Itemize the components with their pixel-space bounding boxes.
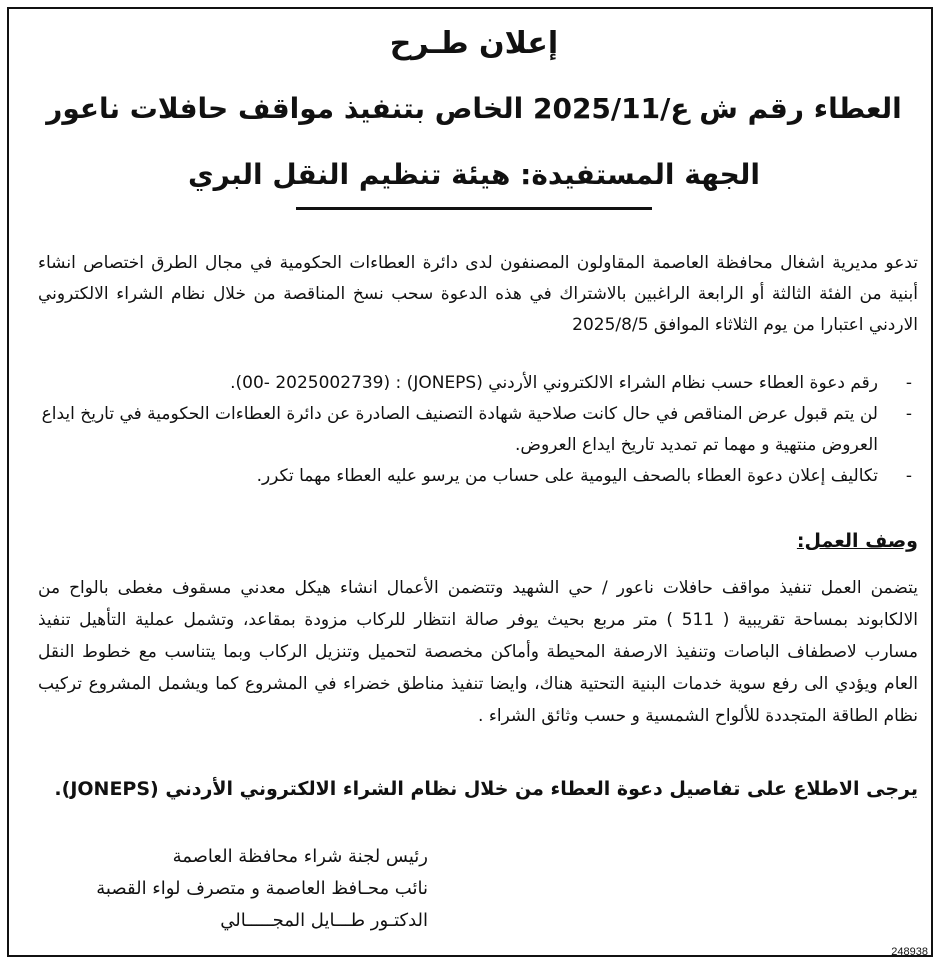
bullet-marker: - (905, 404, 912, 424)
signature-name: الدكتـور طـــايل المجـــــالي (220, 910, 428, 931)
list-item (38, 399, 918, 461)
list-item-text: رقم دعوة العطاء حسب نظام الشراء الالكتروني الأردني (JONEPS) : (00- 2025002739). (230, 373, 878, 393)
tender-subtitle: العطاء رقم ش ع/2025/11 الخاص بتنفيذ مواقف حافلات ناعور (46, 92, 902, 125)
list-item (38, 368, 918, 399)
list-item-text: لن يتم قبول عرض المناقص في حال كانت صلاحية شهادة التصنيف الصادرة عن دائرة العطاءات الحكومية في تاريخ ايداع العروض منتهية و مهما تم تمديد تاريخ ايداع العروض. (41, 404, 878, 455)
bullet-marker: - (905, 466, 912, 486)
signature-position: نائب محـافظ العاصمة و متصرف لواء القصبة (96, 878, 428, 899)
list-item-text: تكاليف إعلان دعوة العطاء بالصحف اليومية على حساب من يرسو عليه العطاء مهما تكرر. (256, 466, 878, 486)
joneps-note: يرجى الاطلاع على تفاصيل دعوة العطاء من خلال نظام الشراء الالكتروني الأردني (JONEPS). (54, 778, 918, 800)
conditions-list (38, 368, 918, 492)
intro-paragraph: تدعو مديرية اشغال محافظة العاصمة المقاولون المصنفون لدى دائرة العطاءات الحكومية في مجال الطرق اختصاص انشاء أبنية من الفئة الثالثة أو الرابعة الراغبين بالاشتراك في هذه الدعوة سحب نسخ المناقصة من خلال نظام الشراء الالكتروني الاردني اعتبارا من يوم الثلاثاء الموافق 2025/8/5 (38, 253, 918, 335)
bullet-marker: - (905, 373, 912, 393)
signature-title: رئيس لجنة شراء محافظة العاصمة (172, 846, 428, 867)
beneficiary-line: الجهة المستفيدة: هيئة تنظيم النقل البري (188, 158, 760, 191)
announcement-title: إعلان طـرح (389, 26, 559, 61)
list-item (38, 461, 918, 492)
work-description-heading: وصف العمل: (796, 530, 918, 552)
title-divider (296, 207, 652, 210)
ad-code: 248938 (891, 946, 928, 958)
work-description-paragraph: يتضمن العمل تنفيذ مواقف حافلات ناعور / حي الشهيد وتتضمن الأعمال انشاء هيكل معدني مسقوف مغطى بالواح من الالكابوند بمساحة تقريبية ( 511 ) متر مربع بحيث يوفر صالة انتظار للركاب مزودة بمقاعد، وتشمل عملية التأهيل تنفيذ مسارب لاصطفاف الباصات وتنفيذ الارصفة المحيطة وأماكن مخصصة لتحميل وتنزيل الركاب وبما يتناسب مع خطوط النقل العام ويؤدي الى رفع سوية خدمات البنية التحتية هناك، وايضا تنفيذ مناطق خضراء في المشروع كما ويشمل المشروع تركيب نظام الطاقة المتجددة للألواح الشمسية و حسب وثائق الشراء . (38, 578, 918, 726)
